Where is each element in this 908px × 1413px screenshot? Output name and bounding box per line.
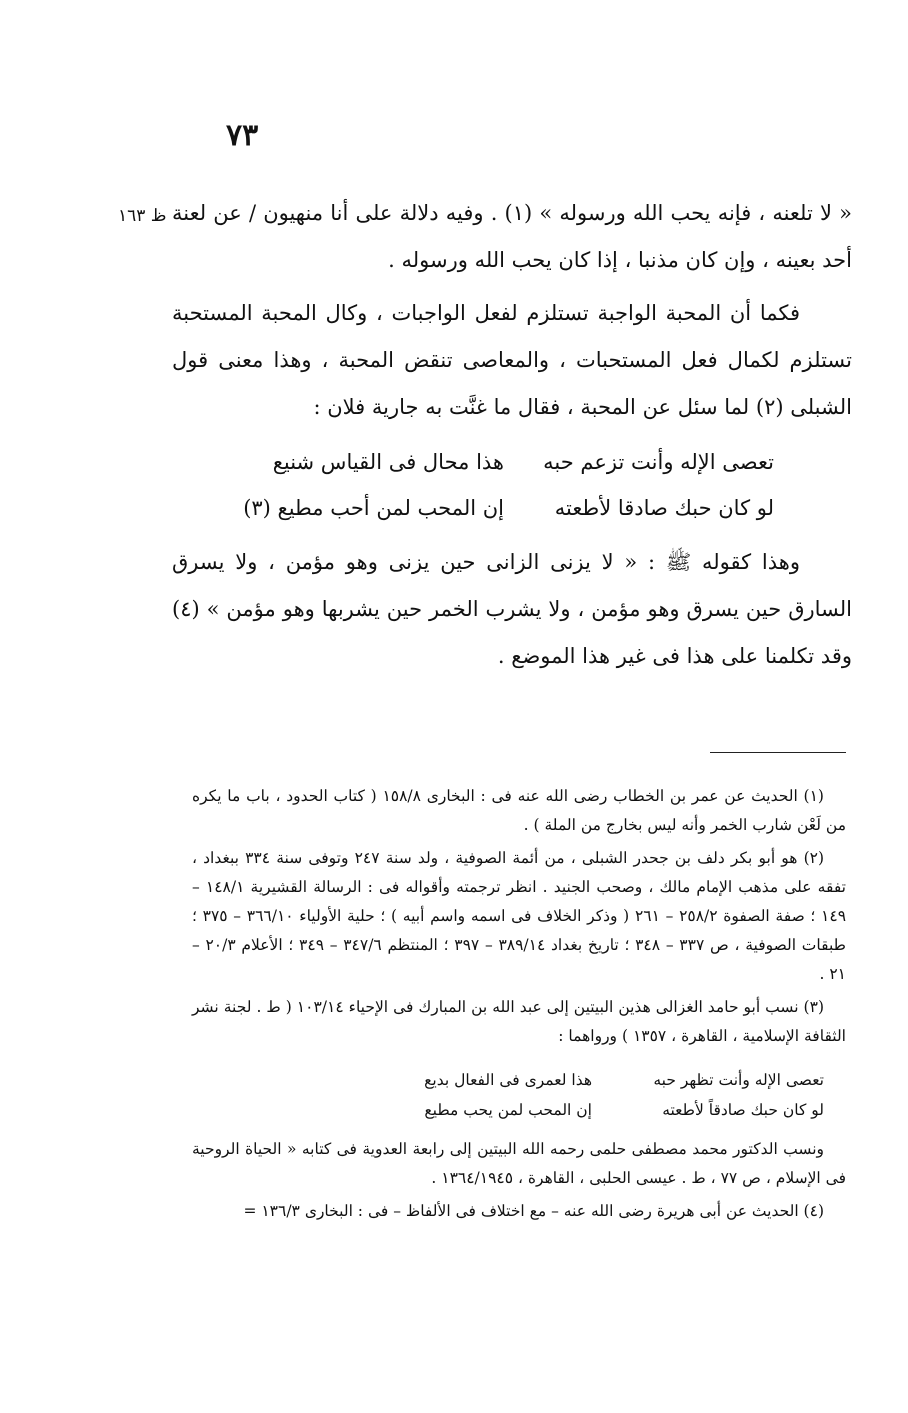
footnote-verse-line-2 [192,1095,824,1125]
footnote-3-verses [192,1065,846,1125]
footnote-3: (٣) نسب أبو حامد الغزالى هذين البيتين إلى عبد الله بن المبارك فى الإحياء ١٠٣/١٤ ( ط . لجنة نشر الثقافة الإسلامية ، القاهرة ، ١٣٥٧ ) ورواهما : [192,998,846,1045]
manuscript-folio-note: ظ ١٦٣ [118,206,167,226]
footnote-verse-2-first-hemistich: لو كان حبك صادقاً لأطعته [662,1101,824,1119]
verse-1-first-hemistich: تعصى الإله وأنت تزعم حبه [543,450,774,474]
footnote-verse-1-second-hemistich: هذا لعمرى فى الفعال بديع [424,1071,592,1089]
page-number: ٧٣ [226,118,259,153]
footnote-4: (٤) الحديث عن أبى هريرة رضى الله عنه – مع اختلاف فى الألفاظ – فى : البخارى ١٣٦/٣ = [243,1202,824,1220]
footnote-3-continuation: ونسب الدكتور محمد مصطفى حلمى رحمه الله البيتين إلى رابعة العدوية فى كتابه « الحياة الروحية فى الإسلام ، ص ٧٧ ، ط . عيسى الحلبى ، القاهرة ، ١٣٦٤/١٩٤٥ . [192,1140,846,1187]
verse-1-second-hemistich: هذا محال فى القياس شنيع [272,450,504,474]
poem-verses [172,439,852,531]
paragraph-1: « لا تلعنه ، فإنه يحب الله ورسوله » (١) . وفيه دلالة على أنا منهيون / عن لعنة أحد بعينه ، وإن كان مذنبا ، إذا كان يحب الله ورسوله . [172,201,852,272]
verse-line-2 [172,485,774,531]
verse-2-first-hemistich: لو كان حبك صادقا لأطعته [554,496,774,520]
footnotes [192,778,846,1226]
verse-2-second-hemistich: إن المحب لمن أحب مطيع (٣) [243,496,504,520]
footnote-verse-2-second-hemistich: إن المحب لمن يحب مطيع [424,1101,592,1119]
paragraph-2: فكما أن المحبة الواجبة تستلزم لفعل الواجبات ، وكال المحبة المستحبة تستلزم لكمال فعل المستحبات ، والمعاصى تنقض المحبة ، وهذا معنى قول الشبلى (٢) لما سئل عن المحبة ، فقال ما غنَّت به جارية فلان : [172,301,852,419]
footnote-verse-line-1 [192,1065,824,1095]
paragraph-3: وهذا كقوله ﷺ : « لا يزنى الزانى حين يزنى وهو مؤمن ، ولا يسرق السارق حين يسرق وهو مؤمن ، ولا يشرب الخمر حين يشربها وهو مؤمن » (٤) وقد تكلمنا على هذا فى غير هذا الموضع . [172,550,852,668]
main-text [172,190,852,680]
verse-line-1 [172,439,774,485]
footnote-verse-1-first-hemistich: تعصى الإله وأنت تظهر حبه [653,1071,824,1089]
footnote-1: (١) الحديث عن عمر بن الخطاب رضى الله عنه فى : البخارى ١٥٨/٨ ( كتاب الحدود ، باب ما يكره من لَعْن شارب الخمر وأنه ليس بخارج من الملة ) . [192,787,846,834]
footnote-separator [710,752,846,753]
footnote-2: (٢) هو أبو بكر دلف بن جحدر الشبلى ، من أئمة الصوفية ، ولد سنة ٢٤٧ وتوفى سنة ٣٣٤ ببغداد ، تفقه على مذهب الإمام مالك ، وصحب الجنيد . انظر ترجمته وأقواله فى : الرسالة القشيرية ١٤٨/١ – ١٤٩ ؛ صفة الصفوة ٢٥٨/٢ – ٢٦١ ( وذكر الخلاف فى اسمه واسم أبيه ) ؛ حلية الأولياء ٣٦٦/١٠ – ٣٧٥ ؛ طبقات الصوفية ، ص ٣٣٧ – ٣٤٨ ؛ تاريخ بغداد ٣٨٩/١٤ – ٣٩٧ ؛ المنتظم ٣٤٧/٦ – ٣٤٩ ؛ الأعلام ٢٠/٣ – ٢١ . [192,849,847,983]
